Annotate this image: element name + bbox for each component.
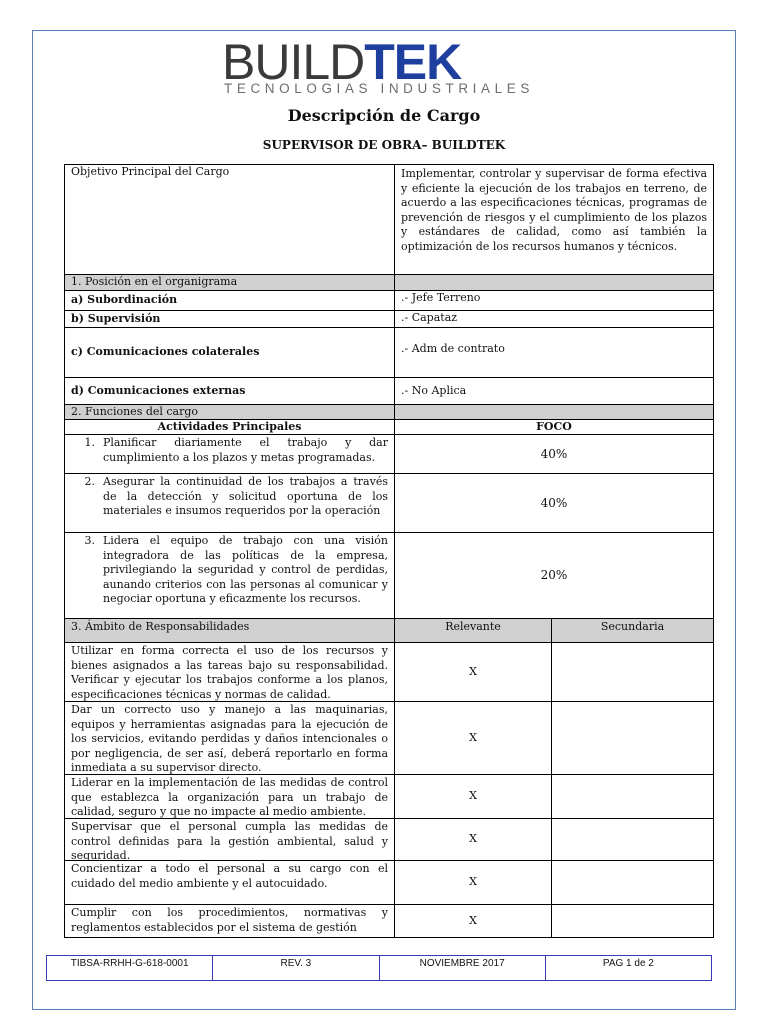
activity-row [64, 434, 395, 474]
org-label-colaterales: c) Comunicaciones colaterales [64, 327, 395, 378]
activity-number: 2. [84, 475, 95, 488]
activity-number: 3. [84, 534, 95, 547]
footer-date: NOVIEMBRE 2017 [380, 956, 546, 980]
responsibility-text: Utilizar en forma correcta el uso de los recursos y bienes asignados a las tareas bajo su responsabilidad. Verificar y ejecutar los trabajos conforme a los planos, especificaciones técnicas y normas de calidad. [64, 642, 395, 702]
activity-focus: 40% [394, 434, 714, 474]
objective-text: Implementar, controlar y supervisar de forma efectiva y eficiente la ejecución de los trabajos en terreno, de acuerdo a las especificaciones técnicas, programas de prevención de riesgos y el cumplimiento de los plazos y estándares de calidad, como así también la optimización de los recursos humanos y técnicos. [394, 164, 714, 275]
responsibility-secondary-mark [551, 818, 714, 861]
logo-part-tek: TEK [364, 34, 462, 90]
responsibility-text: Supervisar que el personal cumpla las medidas de control definidas para la gestión ambiental, salud y seguridad. [64, 818, 395, 861]
relevant-header: Relevante [394, 618, 552, 643]
footer-doc-code: TIBSA-RRHH-G-618-0001 [47, 956, 213, 980]
logo-wordmark [222, 34, 462, 90]
responsibility-text: Cumplir con los procedimientos, normativas y reglamentos establecidos por el sistema de gestión [64, 904, 395, 938]
section2-header-blank [394, 404, 714, 420]
secondary-header: Secundaria [551, 618, 714, 643]
section1-header: 1. Posición en el organigrama [64, 274, 395, 291]
document-subtitle: SUPERVISOR DE OBRA– BUILDTEK [262, 138, 506, 152]
responsibility-relevant-mark: X [394, 774, 552, 819]
activity-row [64, 473, 395, 533]
org-label-supervision: b) Supervisión [64, 310, 395, 328]
responsibility-text: Dar un correcto uso y manejo a las maquinarias, equipos y herramientas asignadas para la ejecución de los servicios, evitando perdidas y daños intencionales o por negligencia, de ser así, deberá reportarlo en forma inmediata a su supervisor directo. [64, 701, 395, 775]
responsibility-secondary-mark [551, 701, 714, 775]
responsibility-text: Liderar en la implementación de las medidas de control que establezca la organización para un trabajo de calidad, seguro y que no impacte al medio ambiente. [64, 774, 395, 819]
org-label-externas: d) Comunicaciones externas [64, 377, 395, 405]
responsibility-text: Concientizar a todo el personal a su cargo con el cuidado del medio ambiente y el autocuidado. [64, 860, 395, 905]
section1-header-blank [394, 274, 714, 291]
section3-header: 3. Ámbito de Responsabilidades [64, 618, 395, 643]
responsibility-relevant-mark: X [394, 642, 552, 702]
org-label-subordinacion: a) Subordinación [64, 290, 395, 311]
org-value-subordinacion: .- Jefe Terreno [394, 290, 714, 311]
activity-focus: 40% [394, 473, 714, 533]
responsibility-relevant-mark: X [394, 818, 552, 861]
responsibility-relevant-mark: X [394, 904, 552, 938]
objective-label: Objetivo Principal del Cargo [64, 164, 395, 275]
org-value-externas: .- No Aplica [394, 377, 714, 405]
responsibility-relevant-mark: X [394, 860, 552, 905]
activity-focus: 20% [394, 532, 714, 619]
responsibility-secondary-mark [551, 904, 714, 938]
buildtek-logo [222, 34, 546, 98]
responsibility-secondary-mark [551, 860, 714, 905]
responsibility-relevant-mark: X [394, 701, 552, 775]
logo-tagline: TECNOLOGIAS INDUSTRIALES [224, 81, 534, 96]
responsibility-secondary-mark [551, 774, 714, 819]
document-footer [46, 955, 712, 981]
footer-page-number: PAG 1 de 2 [602, 958, 654, 969]
activity-number: 1. [84, 436, 95, 449]
org-value-colaterales: .- Adm de contrato [394, 327, 714, 378]
activity-text: Asegurar la continuidad de los trabajos a través de la detección y solicitud oportuna de los materiales e insumos requeridos por la operación [103, 475, 388, 517]
activity-text: Lidera el equipo de trabajo con una visión integradora de las políticas de la empresa, privilegiando la seguridad y control de perdidas, aunando criterios con las personas al comunicar y negociar oportuna y eficazmente los recursos. [103, 534, 388, 605]
responsibility-secondary-mark [551, 642, 714, 702]
logo-part-build: BUILD [222, 34, 365, 90]
footer-revision: REV. 3 [213, 956, 379, 980]
section2-header: 2. Funciones del cargo [64, 404, 395, 420]
document-title: Descripción de Cargo [287, 106, 481, 125]
org-value-supervision: .- Capataz [394, 310, 714, 328]
activities-header: Actividades Principales [64, 419, 395, 435]
activity-row [64, 532, 395, 619]
activity-text: Planificar diariamente el trabajo y dar cumplimiento a los plazos y metas programadas. [103, 436, 388, 464]
focus-header: FOCO [394, 419, 714, 435]
